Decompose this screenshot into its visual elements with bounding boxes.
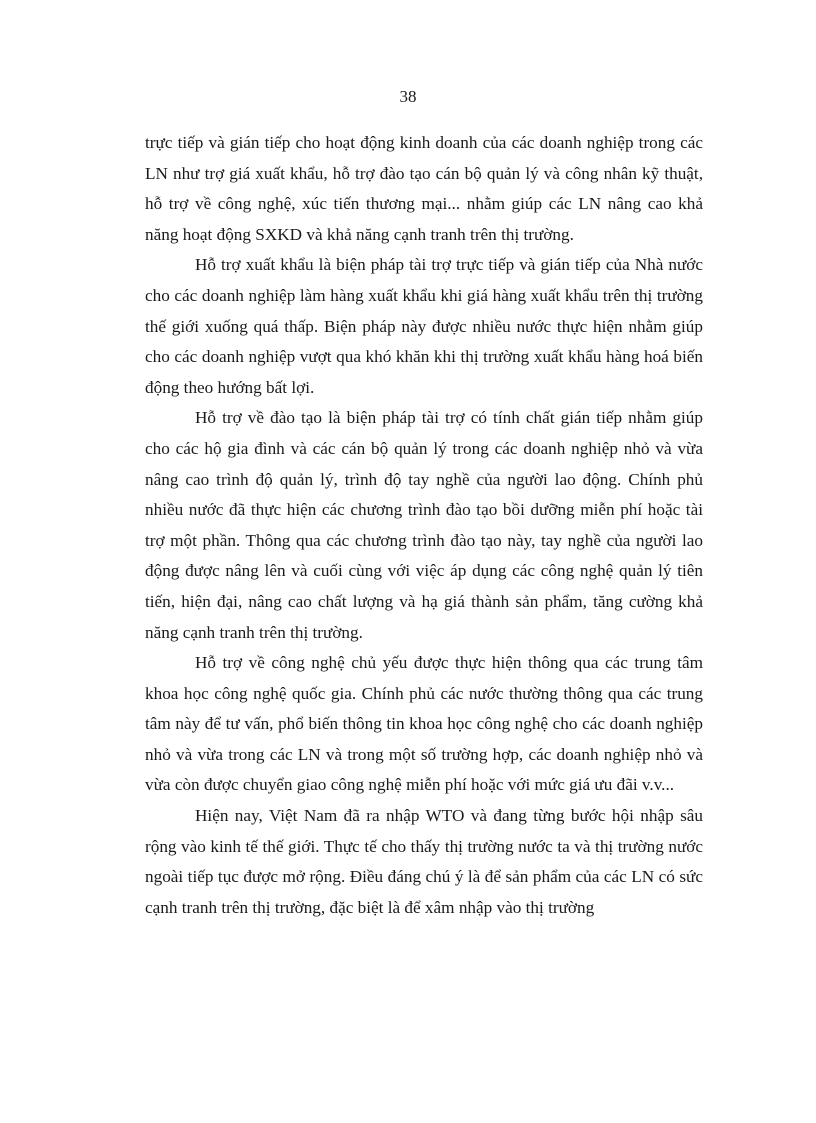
paragraph-vietnam-wto: Hiện nay, Việt Nam đã ra nhập WTO và đang từng bước hội nhập sâu rộng vào kinh tế thế giới. Thực tế cho thấy thị trường nước ta và thị trường nước ngoài tiếp tục được mở rộng. Điều đáng chú ý là để sản phẩm của các LN có sức cạnh tranh trên thị trường, đặc biệt là để xâm nhập vào thị trường	[145, 806, 703, 917]
document-body	[145, 128, 703, 923]
paragraph-technology-support: Hỗ trợ về công nghệ chủ yếu được thực hiện thông qua các trung tâm khoa học công nghệ quốc gia. Chính phủ các nước thường thông qua các trung tâm này để tư vấn, phổ biến thông tin khoa học công nghệ cho các doanh nghiệp nhỏ và vừa trong các LN và trong một số trường hợp, các doanh nghiệp nhỏ và vừa còn được chuyển giao công nghệ miễn phí hoặc với mức giá ưu đãi v.v...	[145, 653, 703, 795]
paragraph-continuation: trực tiếp và gián tiếp cho hoạt động kinh doanh của các doanh nghiệp trong các LN như trợ giá xuất khẩu, hỗ trợ đào tạo cán bộ quản lý và công nhân kỹ thuật, hỗ trợ về công nghệ, xúc tiến thương mại... nhằm giúp các LN nâng cao khả năng hoạt động SXKD và khả năng cạnh tranh trên thị trường.	[145, 133, 703, 244]
paragraph-training-support: Hỗ trợ về đào tạo là biện pháp tài trợ có tính chất gián tiếp nhằm giúp cho các hộ gia đình và các cán bộ quản lý trong các doanh nghiệp nhỏ và vừa nâng cao trình độ quản lý, trình độ tay nghề của người lao động. Chính phủ nhiều nước đã thực hiện các chương trình đào tạo bồi dưỡng miễn phí hoặc tài trợ một phần. Thông qua các chương trình đào tạo này, tay nghề của người lao động được nâng lên và cuối cùng với việc áp dụng các công nghệ quản lý tiên tiến, hiện đại, nâng cao chất lượng và hạ giá thành sản phẩm, tăng cường khả năng cạnh tranh trên thị trường.	[145, 408, 703, 642]
page-number: 38	[399, 87, 417, 106]
paragraph-export-support: Hỗ trợ xuất khẩu là biện pháp tài trợ trực tiếp và gián tiếp của Nhà nước cho các doanh nghiệp làm hàng xuất khẩu khi giá hàng xuất khẩu trên thị trường thế giới xuống quá thấp. Biện pháp này được nhiều nước thực hiện nhằm giúp cho các doanh nghiệp vượt qua khó khăn khi thị trường xuất khẩu hàng hoá biến động theo hướng bất lợi.	[145, 255, 703, 397]
